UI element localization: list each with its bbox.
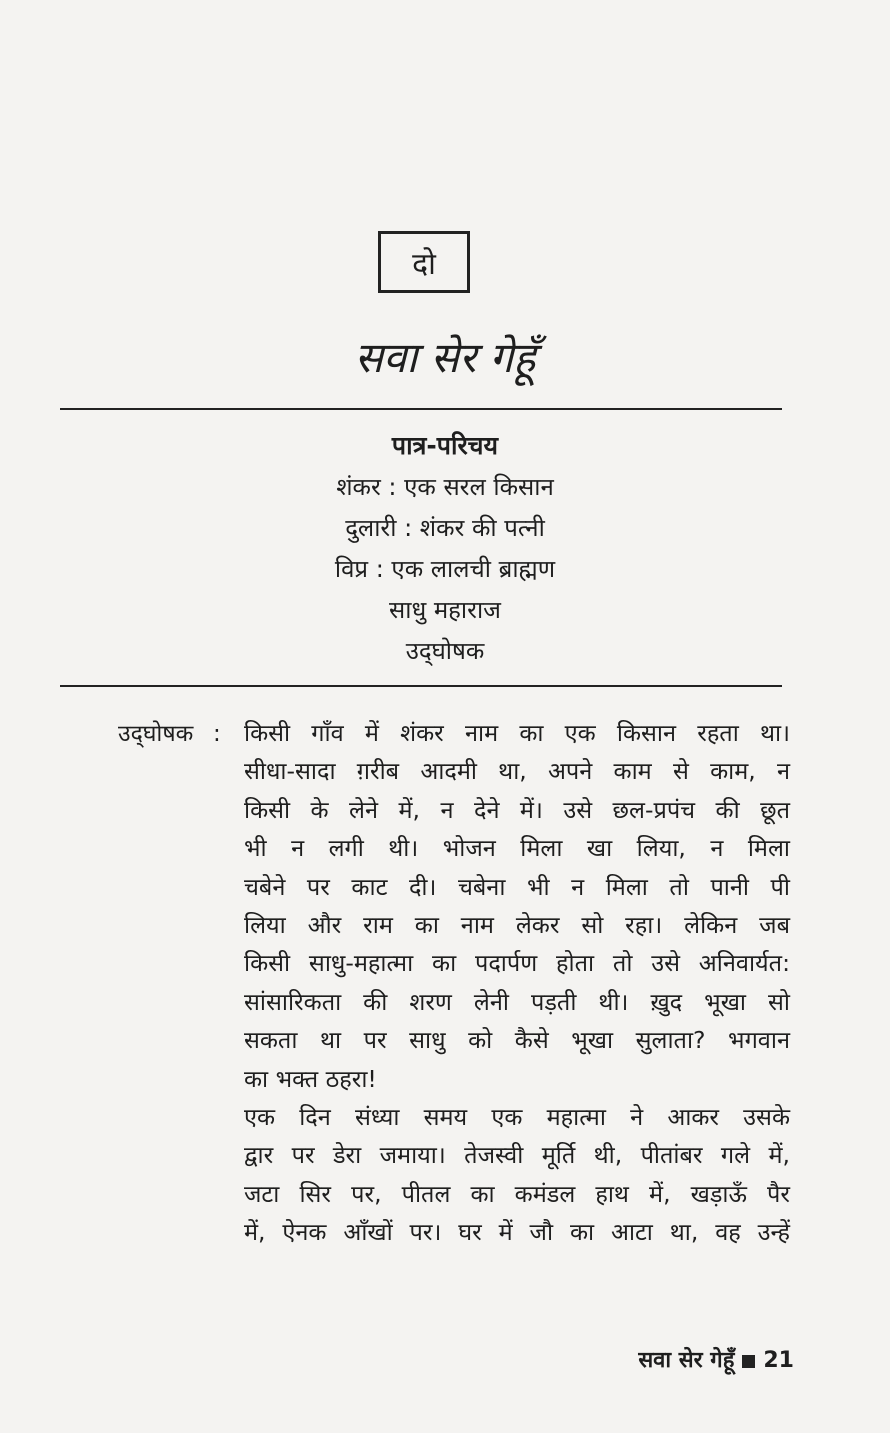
text-line: लिया और राम का नाम लेकर सो रहा। लेकिन जब (244, 911, 790, 940)
text-line: द्वार पर डेरा जमाया। तेजस्वी मूर्ति थी, पीतांबर गले में, (244, 1141, 790, 1170)
text-line: सीधा-सादा ग़रीब आदमी था, अपने काम से काम, न (244, 757, 790, 786)
text-line: सांसारिकता की शरण लेनी पड़ती थी। ख़ुद भूखा सो (244, 987, 790, 1016)
text-line: किसी के लेने में, न देने में। उसे छल-प्रपंच की छूत (244, 795, 790, 824)
page-footer (638, 1346, 794, 1376)
paragraph (244, 714, 790, 1098)
text-line: जटा सिर पर, पीतल का कमंडल हाथ में, खड़ाऊँ पैर (244, 1179, 790, 1208)
speaker-name: उद्‌घोषक (118, 721, 194, 747)
cast-heading: पात्र-परिचय (391, 431, 499, 460)
text-line: सकता था पर साधु को कैसे भूखा सुलाता? भगवान (244, 1026, 790, 1055)
divider-bottom (60, 685, 782, 687)
cast-member: उद्‌घोषक (405, 637, 485, 665)
chapter-number: दो (412, 246, 436, 282)
cast-member: विप्र : एक लालची ब्राह्मण (334, 555, 556, 583)
cast-list (200, 425, 690, 672)
running-title: सवा सेर गेहूँ (638, 1348, 735, 1373)
chapter-number-box (378, 231, 470, 293)
speaker-separator: : (213, 721, 221, 747)
cast-member: दुलारी : शंकर की पत्नी (345, 514, 545, 542)
page-title: सवा सेर गेहूँ (354, 333, 536, 382)
text-line: एक दिन संध्या समय एक महात्मा ने आकर उसके (244, 1103, 790, 1132)
text-line: का भक्त ठहरा! (244, 1064, 377, 1093)
cast-member: साधु महाराज (389, 596, 501, 624)
text-line: में, ऐनक आँखों पर। घर में जौ का आटा था, वह उन्हें (244, 1218, 790, 1247)
text-line: किसी गाँव में शंकर नाम का एक किसान रहता था। (244, 719, 790, 747)
paragraph (244, 1098, 790, 1252)
text-line: भी न लगी थी। भोजन मिला खा लिया, न मिला (244, 834, 790, 863)
text-line: किसी साधु-महात्मा का पदार्पण होता तो उसे अनिवार्यत: (244, 949, 790, 978)
page-number: 21 (763, 1348, 794, 1373)
text-line: चबेने पर काट दी। चबेना भी न मिला तो पानी पी (244, 872, 790, 901)
square-bullet-icon (742, 1355, 755, 1368)
dialogue-text (244, 714, 790, 1252)
divider-top (60, 408, 782, 410)
cast-member: शंकर : एक सरल किसान (336, 473, 554, 501)
